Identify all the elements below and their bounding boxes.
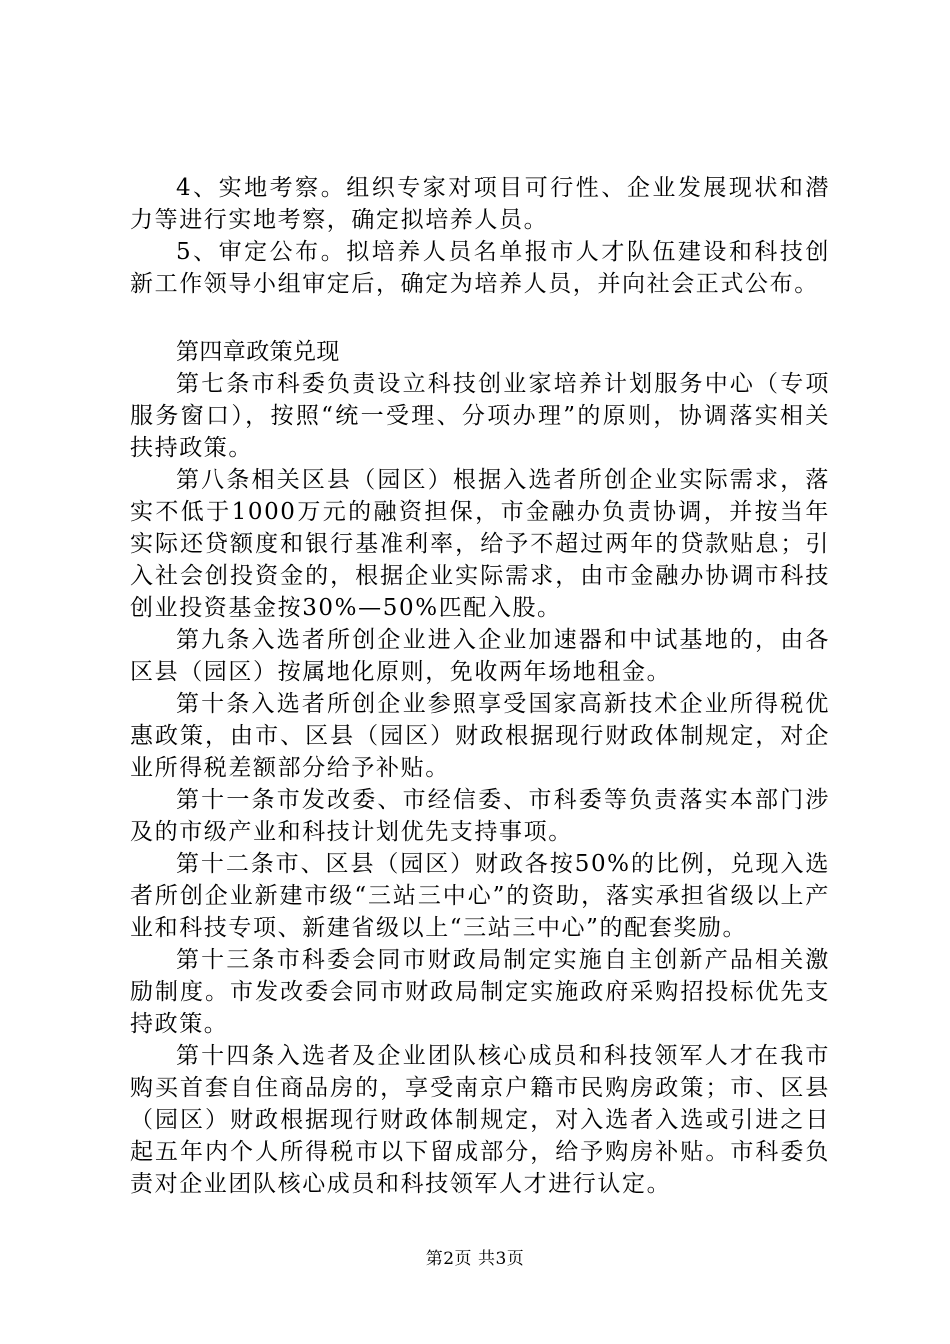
paragraph-article-9: 第九条入选者所创企业进入企业加速器和中试基地的，由各区县（园区）按属地化原则，免收两年场地租金。 (130, 627, 830, 685)
paragraph-article-8: 第八条相关区县（园区）根据入选者所创企业实际需求，落实不低于1000万元的融资担保，市金融办负责协调，并按当年实际还贷额度和银行基准利率，给予不超过两年的贷款贴息；引入社会创投资金的，根据企业实际需求，由市金融办协调市科技创业投资基金按30%—50%匹配入股。 (130, 467, 830, 621)
paragraph-article-13: 第十三条市科委会同市财政局制定实施自主创新产品相关激励制度。市发改委会同市财政局制定实施政府采购招投标优先支持政策。 (130, 947, 830, 1037)
paragraph-article-7: 第七条市科委负责设立科技创业家培养计划服务中心（专项服务窗口），按照“统一受理、分项办理”的原则，协调落实相关扶持政策。 (130, 371, 830, 461)
chapter-heading: 第四章政策兑现 (176, 339, 340, 365)
page-number-footer: 第2页 共3页 (425, 1249, 525, 1269)
paragraph-step-5: 5、审定公布。拟培养人员名单报市人才队伍建设和科技创新工作领导小组审定后，确定为培养人员，并向社会正式公布。 (130, 239, 830, 297)
paragraph-step-4: 4、实地考察。组织专家对项目可行性、企业发展现状和潜力等进行实地考察，确定拟培养人员。 (130, 175, 830, 233)
paragraph-article-10: 第十条入选者所创企业参照享受国家高新技术企业所得税优惠政策，由市、区县（园区）财政根据现行财政体制规定，对企业所得税差额部分给予补贴。 (130, 691, 830, 781)
document-body (130, 172, 830, 1200)
paragraph-article-14: 第十四条入选者及企业团队核心成员和科技领军人才在我市购买首套自住商品房的，享受南京户籍市民购房政策；市、区县（园区）财政根据现行财政体制规定，对入选者入选或引进之日起五年内个人所得税市以下留成部分，给予购房补贴。市科委负责对企业团队核心成员和科技领军人才进行认定。 (130, 1043, 830, 1197)
paragraph-article-11: 第十一条市发改委、市经信委、市科委等负责落实本部门涉及的市级产业和科技计划优先支持事项。 (130, 787, 830, 845)
paragraph-article-12: 第十二条市、区县（园区）财政各按50%的比例，兑现入选者所创企业新建市级“三站三中心”的资助，落实承担省级以上产业和科技专项、新建省级以上“三站三中心”的配套奖励。 (130, 851, 830, 941)
